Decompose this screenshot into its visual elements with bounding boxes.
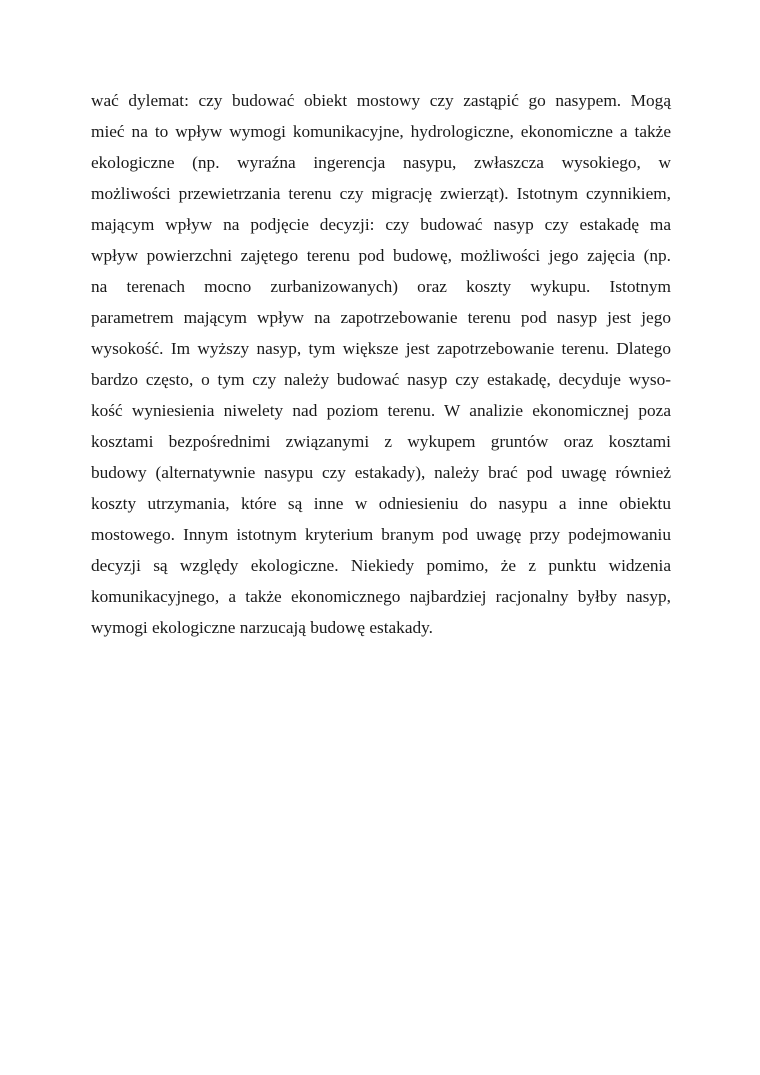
text-line: wymogi ekologiczne narzucają budowę estakady. <box>91 618 433 637</box>
text-line: wać dylemat: czy budować obiekt mostowy czy zastąpić go nasypem. Mogą <box>91 91 671 110</box>
text-line: koszty utrzymania, które są inne w odniesieniu do nasypu a inne obiektu <box>91 494 671 513</box>
body-paragraph <box>91 85 671 643</box>
text-line: ekologiczne (np. wyraźna ingerencja nasypu, zwłaszcza wysokiego, w <box>91 153 671 172</box>
text-line: mającym wpływ na podjęcie decyzji: czy budować nasyp czy estakadę ma <box>91 215 671 234</box>
text-line: możliwości przewietrzania terenu czy migrację zwierząt). Istotnym czynnikiem, <box>91 184 671 203</box>
text-line: kość wyniesienia niwelety nad poziom terenu. W analizie ekonomicznej poza <box>91 401 671 420</box>
text-line: na terenach mocno zurbanizowanych) oraz koszty wykupu. Istotnym <box>91 277 671 296</box>
text-line: bardzo często, o tym czy należy budować nasyp czy estakadę, decyduje wyso- <box>91 370 671 389</box>
text-line: kosztami bezpośrednimi związanymi z wykupem gruntów oraz kosztami <box>91 432 671 451</box>
text-line: parametrem mającym wpływ na zapotrzebowanie terenu pod nasyp jest jego <box>91 308 671 327</box>
text-line: mostowego. Innym istotnym kryterium branym pod uwagę przy podejmowaniu <box>91 525 671 544</box>
text-line: decyzji są względy ekologiczne. Niekiedy pomimo, że z punktu widzenia <box>91 556 671 575</box>
text-line: komunikacyjnego, a także ekonomicznego najbardziej racjonalny byłby nasyp, <box>91 587 671 606</box>
text-line: mieć na to wpływ wymogi komunikacyjne, hydrologiczne, ekonomiczne a także <box>91 122 671 141</box>
text-line: budowy (alternatywnie nasypu czy estakady), należy brać pod uwagę również <box>91 463 671 482</box>
text-line: wysokość. Im wyższy nasyp, tym większe jest zapotrzebowanie terenu. Dlatego <box>91 339 671 358</box>
text-line: wpływ powierzchni zajętego terenu pod budowę, możliwości jego zajęcia (np. <box>91 246 671 265</box>
